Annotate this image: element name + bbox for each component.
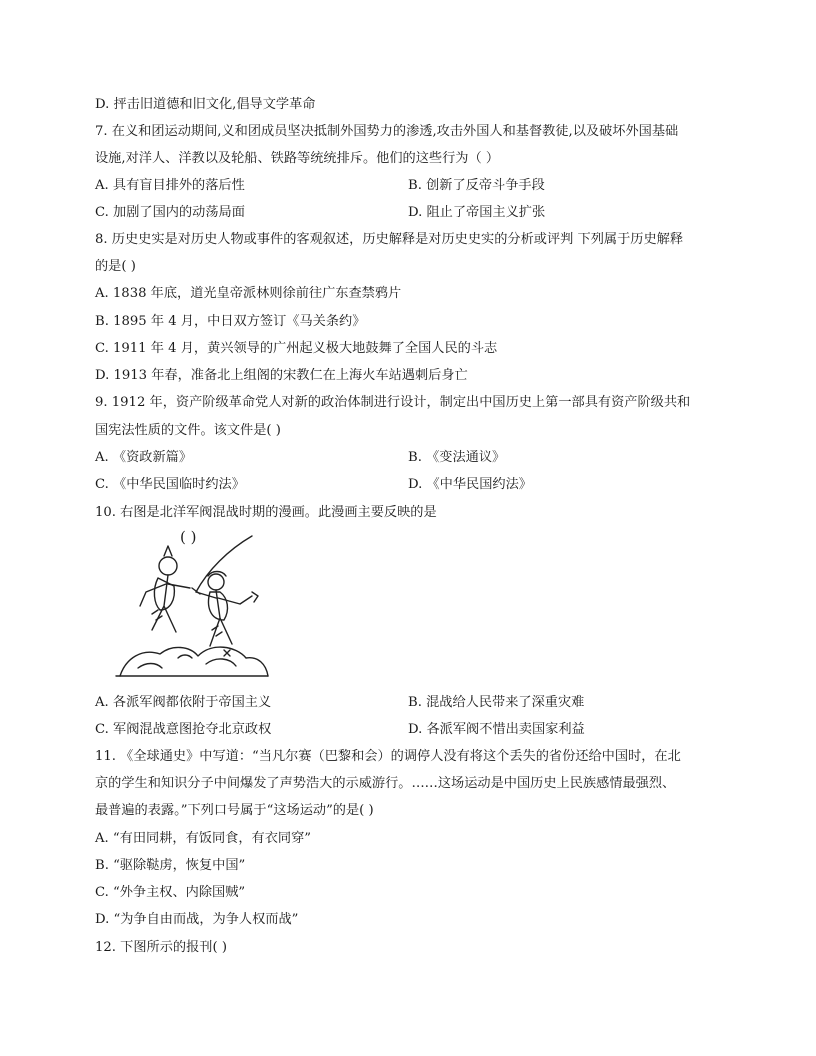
q11-option-c: C. “外争主权、内除国贼” <box>95 885 246 900</box>
q9-option-a: A. 《资政新篇》 <box>95 450 193 465</box>
q9-option-d: D. 《中华民国约法》 <box>408 477 532 492</box>
q10-option-a: A. 各派军阀都依附于帝国主义 <box>95 695 272 710</box>
q11-option-a: A. “有田同耕，有饭同食，有衣同穿” <box>95 831 312 846</box>
q11-stem-line3: 最普遍的表露。”下列口号属于“这场运动”的是( ) <box>95 803 374 818</box>
q8-option-b: B. 1895 年 4 月，中日双方签订《马关条约》 <box>95 314 366 329</box>
q8-option-a: A. 1838 年底，道光皇帝派林则徐前往广东查禁鸦片 <box>95 286 402 301</box>
warlord-cartoon-image <box>112 530 272 682</box>
q10-option-c: C. 军阀混战意图抢夺北京政权 <box>95 722 272 737</box>
q7-option-b: B. 创新了反帝斗争手段 <box>408 178 545 193</box>
q11-stem-line1: 11. 《全球通史》中写道：“当凡尔赛（巴黎和会）的调停人没有将这个丢失的省份还给中国时，在北 <box>95 749 681 764</box>
q8-stem-line1: 8. 历史史实是对历史人物或事件的客观叙述，历史解释是对历史史实的分析或评判 下列属于历史解释 <box>95 232 684 247</box>
q9-option-c: C. 《中华民国临时约法》 <box>95 477 245 492</box>
q9-option-b: B. 《变法通议》 <box>408 450 506 465</box>
q12-stem: 12. 下图所示的报刊( ) <box>95 940 227 955</box>
q7-option-c: C. 加剧了国内的动荡局面 <box>95 205 245 220</box>
q10-answer-blank: ( ) <box>180 528 197 546</box>
q8-option-d: D. 1913 年春，准备北上组阁的宋教仁在上海火车站遇刺后身亡 <box>95 368 468 383</box>
q8-option-c: C. 1911 年 4 月，黄兴领导的广州起义极大地鼓舞了全国人民的斗志 <box>95 341 498 356</box>
q7-stem-line1: 7. 在义和团运动期间,义和团成员坚决抵制外国势力的渗透,攻击外国人和基督教徒,以及破坏外国基础 <box>95 124 679 139</box>
q7-option-d: D. 阻止了帝国主义扩张 <box>408 205 546 220</box>
q11-option-d: D. “为争自由而战，为争人权而战” <box>95 912 299 927</box>
q10-option-d: D. 各派军阀不惜出卖国家利益 <box>408 722 585 737</box>
q6-option-d: D. 抨击旧道德和旧文化,倡导文学革命 <box>95 97 316 112</box>
q9-stem-line1: 9. 1912 年，资产阶级革命党人对新的政治体制进行设计，制定出中国历史上第一部具有资产阶级共和 <box>95 395 691 410</box>
q9-stem-line2: 国宪法性质的文件。该文件是( ) <box>95 423 281 438</box>
q10-stem: 10. 右图是北洋军阀混战时期的漫画。此漫画主要反映的是 <box>95 505 437 520</box>
q7-stem-line2: 设施,对洋人、洋教以及轮船、铁路等统统排斥。他们的这些行为（ ） <box>95 151 500 166</box>
q11-option-b: B. “驱除鞑虏，恢复中国” <box>95 858 246 873</box>
q10-option-b: B. 混战给人民带来了深重灾难 <box>408 695 585 710</box>
q7-option-a: A. 具有盲目排外的落后性 <box>95 178 245 193</box>
q11-stem-line2: 京的学生和知识分子中间爆发了声势浩大的示威游行。……这场运动是中国历史上民族感情最强烈、 <box>95 776 676 791</box>
q8-stem-line2: 的是( ) <box>95 259 136 274</box>
